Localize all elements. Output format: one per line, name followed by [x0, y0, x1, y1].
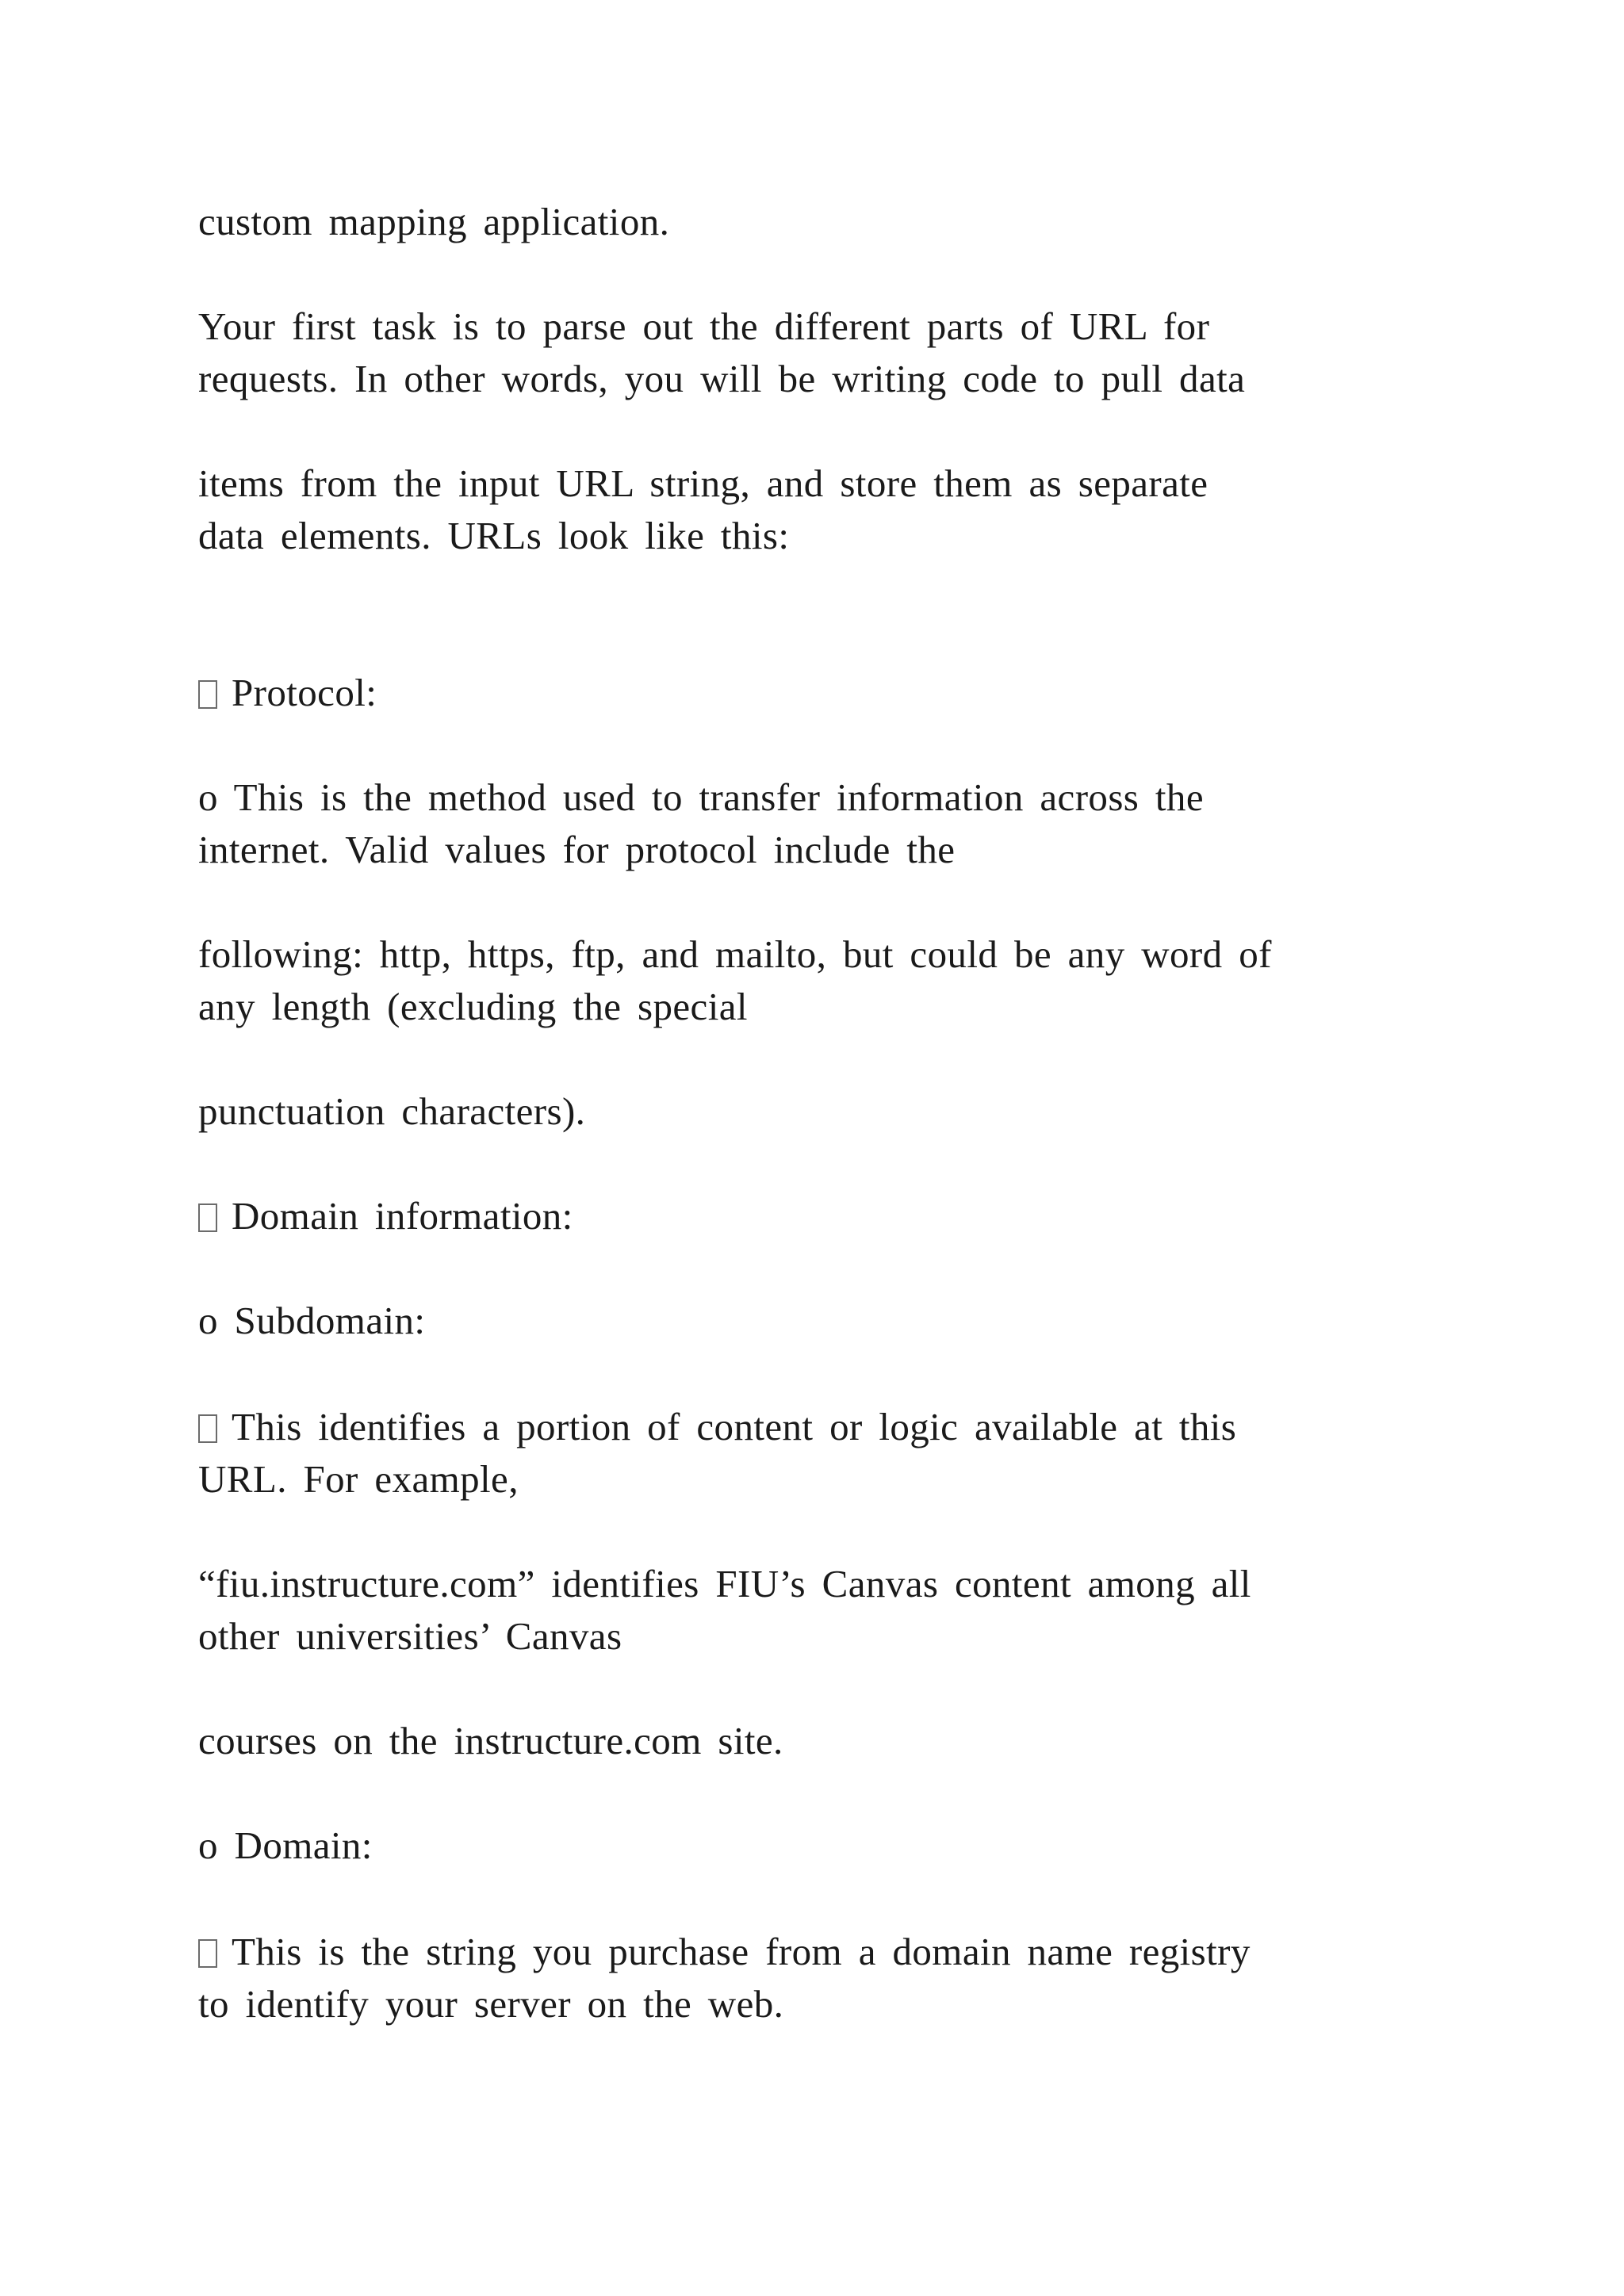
- bullet-text: Domain information:: [232, 1194, 573, 1238]
- bullet-box-icon: [198, 1939, 217, 1968]
- bullet-item-protocol: [198, 668, 377, 718]
- text-line: to identify your server on the web.: [198, 1982, 784, 2026]
- text-line: items from the input URL string, and store them as separate: [198, 461, 1208, 505]
- text-line: any length (excluding the special: [198, 985, 748, 1028]
- bullet-item-domain-information: [198, 1191, 573, 1242]
- bullet-text: This identifies a portion of content or logic available at this: [232, 1405, 1237, 1448]
- text-line: URL. For example,: [198, 1457, 519, 1501]
- text-line: custom mapping application.: [198, 200, 670, 243]
- text-line: punctuation characters).: [198, 1089, 586, 1133]
- bullet-box-icon: [198, 680, 217, 709]
- text-line: other universities’ Canvas: [198, 1614, 622, 1658]
- text-line: Your first task is to parse out the different parts of URL for: [198, 304, 1210, 348]
- bullet-item-domain-desc: [198, 1927, 1251, 1977]
- text-line: o Domain:: [198, 1823, 373, 1867]
- text-line: courses on the instructure.com site.: [198, 1719, 783, 1762]
- text-line: following: http, https, ftp, and mailto, but could be any word of: [198, 932, 1272, 976]
- text-line: data elements. URLs look like this:: [198, 514, 790, 557]
- bullet-box-icon: [198, 1203, 217, 1232]
- bullet-text: Protocol:: [232, 671, 377, 714]
- bullet-text: This is the string you purchase from a domain name registry: [232, 1930, 1251, 1973]
- text-line: “fiu.instructure.com” identifies FIU’s Canvas content among all: [198, 1562, 1251, 1605]
- text-line: o Subdomain:: [198, 1299, 426, 1342]
- bullet-box-icon: [198, 1414, 217, 1443]
- bullet-item-subdomain-desc: [198, 1402, 1236, 1452]
- text-line: o This is the method used to transfer information across the: [198, 775, 1204, 819]
- text-line: internet. Valid values for protocol include the: [198, 828, 956, 871]
- text-line: requests. In other words, you will be writing code to pull data: [198, 357, 1246, 400]
